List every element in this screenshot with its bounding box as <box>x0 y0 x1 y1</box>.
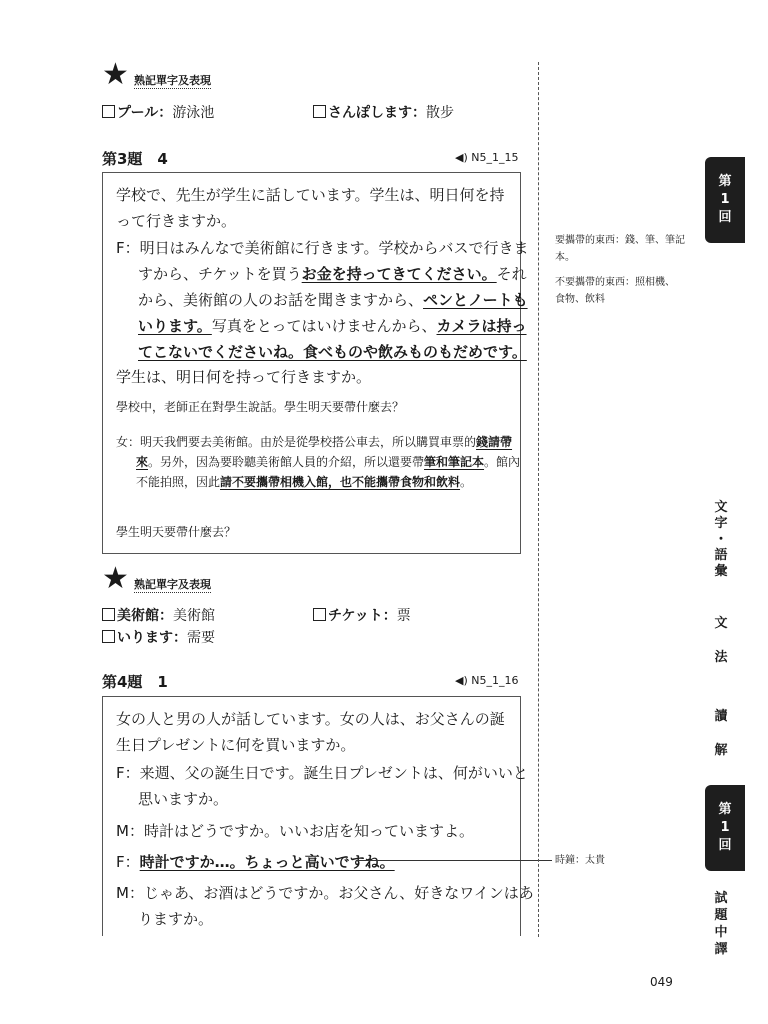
checkbox-icon <box>102 630 115 643</box>
star-icon: ★ <box>102 561 129 596</box>
side-label-grammar[interactable]: 文 法 <box>714 616 728 665</box>
question-title: 第3題 4 <box>102 150 168 168</box>
column-divider <box>538 62 539 937</box>
star-icon: ★ <box>102 57 129 92</box>
dialogue-line: M：時計はどうですか。いいお店を知っていますよ。 <box>116 822 474 840</box>
vocab-header-1 <box>102 57 211 92</box>
checkbox-icon <box>313 105 326 118</box>
checkbox-icon <box>313 608 326 621</box>
question-text: 女の人と男の人が話しています。女の人は、お父さんの誕生日プレゼントに何を買いますか。 <box>116 710 505 754</box>
vocab-item: プール：游泳池 <box>102 102 214 122</box>
translation-text: 學生明天要帶什麼去？ <box>116 525 237 539</box>
side-label-reading[interactable]: 讀 解 <box>714 709 728 758</box>
translation-dialogue: 女：明天我們要去美術館。由於是從學校搭公車去，所以購買車票的錢請帶來。另外，因為要聆聽美術館人員的介紹，所以還要帶筆和筆記本。館內不能拍照，因此請不要攜帶相機入館，也不能攜帶食物和飲料。 <box>116 435 521 489</box>
vocab-header-2 <box>102 561 211 596</box>
vocab-item: 美術館：美術館 <box>102 605 215 625</box>
vocab-title: 熟記單字及表現 <box>134 74 211 87</box>
tab-first-round[interactable]: 第 1 回 <box>705 785 745 871</box>
side-note: 時鐘：太貴 <box>555 855 605 866</box>
translation-text: 學校中，老師正在對學生說話。學生明天要帶什麼去？ <box>116 400 405 414</box>
vocab-item: いります：需要 <box>102 627 215 647</box>
dialogue-line: F：時計ですか…。ちょっと高いですね。 <box>116 853 395 871</box>
checkbox-icon <box>102 608 115 621</box>
tab-first-round[interactable]: 第 1 回 <box>705 157 745 243</box>
side-note: 要攜帶的東西：錢、筆、筆記本。 <box>555 235 685 263</box>
page-number: 049 <box>650 975 673 989</box>
side-label-translation[interactable]: 試 題 中 譯 <box>714 891 728 957</box>
dialogue-line: F：来週、父の誕生日です。誕生日プレゼントは、何がいいと思いますか。 <box>116 764 528 808</box>
question-text: 学校で、先生が学生に話しています。学生は、明日何を持って行きますか。 <box>116 186 505 230</box>
question-text: 学生は、明日何を持って行きますか。 <box>116 368 372 386</box>
vocab-item: さんぽします：散步 <box>313 102 454 122</box>
checkbox-icon <box>102 105 115 118</box>
question-title: 第4題 1 <box>102 673 168 691</box>
vocab-item: チケット：票 <box>313 605 411 625</box>
speaker-icon: ◀) <box>455 151 468 164</box>
dialogue-line: F：明日はみんなで美術館に行きます。学校からバスで行きますから、チケットを買うお金を持ってきてください。それから、美術館の人のお話を聞きますから、ペンとノートもいります。写真をとってはいけませんから、カメラは持ってこないでくださいね。食べものや飲みものもだめです。 <box>116 239 529 361</box>
note-connector <box>356 860 552 861</box>
side-note: 不要攜帶的東西：照相機、食物、飲料 <box>555 277 675 305</box>
audio-label: ◀) N5_1_16 <box>455 674 519 687</box>
vocab-title: 熟記單字及表現 <box>134 578 211 591</box>
dialogue-line: M：じゃあ、お酒はどうですか。お父さん、好きなワインはありますか。 <box>116 884 534 928</box>
side-label-vocab[interactable]: 文 字 ・ 語 彙 <box>714 500 728 579</box>
audio-label: ◀) N5_1_15 <box>455 151 519 164</box>
speaker-icon: ◀) <box>455 674 468 687</box>
